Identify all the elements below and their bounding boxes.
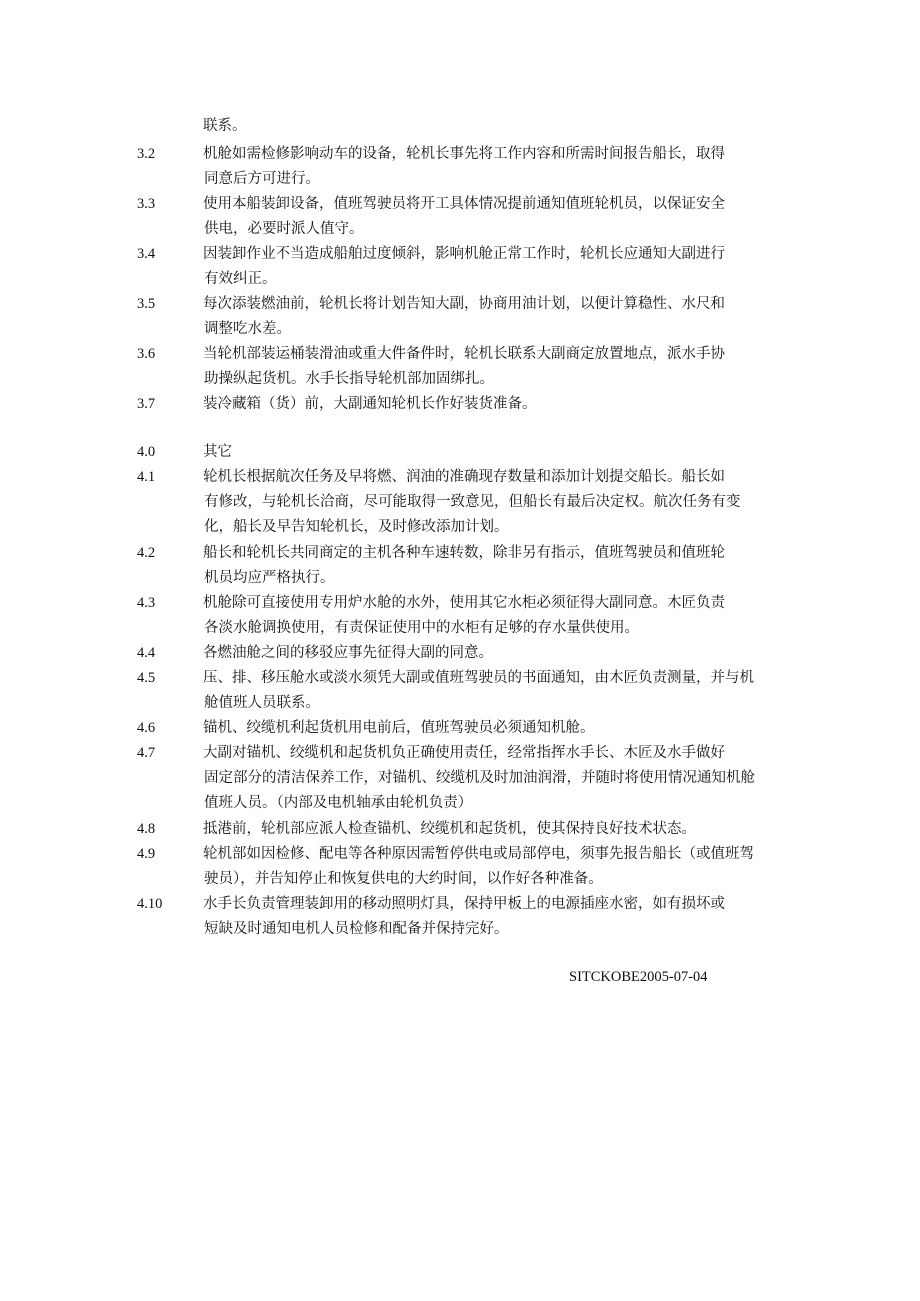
- document-signature: SITCKOBE2005-07-04: [569, 969, 708, 985]
- clause-text: [203, 242, 788, 292]
- clause-line: 同意后方可进行。: [204, 171, 320, 187]
- clause-number: 4.6: [137, 720, 156, 736]
- clause-line: 船长和轮机长共同商定的主机各种车速转数，除非另有指示，值班驾驶员和值班轮: [203, 545, 725, 561]
- clause-line: 轮机部如因检修、配电等各种原因需暂停供电或局部停电，须事先报告船长（或值班驾: [203, 846, 754, 862]
- clause-line: 压、排、移压舱水或淡水须凭大副或值班驾驶员的书面通知，由木匠负责测量，并与机: [203, 670, 754, 686]
- clause-number: 3.4: [137, 246, 156, 262]
- clause-number: 4.4: [137, 645, 156, 661]
- section-title-wrap: [203, 440, 788, 465]
- paragraph-body: [203, 114, 788, 139]
- clause-number: 4.9: [137, 846, 156, 862]
- clause-number: 4.10: [137, 896, 163, 912]
- clause-line: 大副对锚机、绞缆机和起货机负正确使用责任，经常指挥水手长、木匠及水手做好: [203, 745, 725, 761]
- clause-line: 每次添装燃油前，轮机长将计划告知大副，协商用油计划，以便计算稳性、水尺和: [203, 296, 725, 312]
- clause-line: 抵港前，轮机部应派人检查锚机、绞缆机和起货机，使其保持良好技术状态。: [203, 821, 696, 837]
- clause-text: [203, 842, 788, 892]
- clause-line: 当轮机部装运桶装滑油或重大件备件时，轮机长联系大副商定放置地点，派水手协: [203, 346, 725, 362]
- clause-text: [203, 192, 788, 242]
- clause-line: 机舱除可直接使用专用炉水舱的水外，使用其它水柜必须征得大副同意。木匠负责: [203, 595, 725, 611]
- clause-number: 3.5: [137, 296, 156, 312]
- clause-number: 3.3: [137, 196, 156, 212]
- clause-line: 助操纵起货机。水手长指导轮机部加固绑扎。: [204, 371, 494, 387]
- clause-line: 供电，必要时派人值守。: [204, 221, 364, 237]
- clause-line: 机舱如需检修影响动车的设备，轮机长事先将工作内容和所需时间报告船长，取得: [203, 146, 725, 162]
- clause-text: [203, 666, 788, 716]
- clause-line: 舱值班人员联系。: [204, 695, 320, 711]
- clause-line: 驶员），并告知停止和恢复供电的大约时间，以作好各种准备。: [204, 871, 603, 887]
- clause-line: 水手长负责管理装卸用的移动照明灯具，保持甲板上的电源插座水密，如有损坏或: [203, 896, 725, 912]
- clause-text: [203, 292, 788, 342]
- clause-line: 机员均应严格执行。: [204, 570, 335, 586]
- clause-line: 值班人员。（内部及电机轴承由轮机负责）: [204, 795, 473, 811]
- section-title: 其它: [203, 444, 232, 460]
- clause-text: [203, 716, 788, 741]
- clause-text: [203, 142, 788, 192]
- clause-line: 各燃油舱之间的移驳应事先征得大副的同意。: [203, 645, 493, 661]
- clause-line: 锚机、绞缆机利起货机用电前后，值班驾驶员必须通知机舱。: [203, 720, 595, 736]
- clause-text: [203, 892, 788, 942]
- clause-line: 调整吃水差。: [204, 321, 291, 337]
- clause-number: 4.1: [137, 469, 156, 485]
- clause-line: 短缺及时通知电机人员检修和配备并保持完好。: [204, 921, 509, 937]
- clause-line: 有修改，与轮机长洽商，尽可能取得一致意见，但船长有最后决定权。航次任务有变: [204, 494, 741, 510]
- clause-number: 3.6: [137, 346, 156, 362]
- clause-line: 使用本船装卸设备，值班驾驶员将开工具体情况提前通知值班轮机员，以保证安全: [203, 196, 725, 212]
- clause-line: 各淡水舱调换使用，有责保证使用中的水柜有足够的存水量供使用。: [204, 620, 639, 636]
- clause-number: 3.7: [137, 396, 156, 412]
- clause-line: 装冷藏箱（货）前，大副通知轮机长作好装货准备。: [203, 396, 537, 412]
- clause-text: [203, 392, 788, 417]
- clause-line: 化，船长及早告知轮机长，及时修改添加计划。: [204, 519, 509, 535]
- clause-number: 3.2: [137, 146, 156, 162]
- clause-text: [203, 641, 788, 666]
- clause-text: [203, 541, 788, 591]
- clause-number: 4.5: [137, 670, 156, 686]
- clause-number: 4.7: [137, 745, 156, 761]
- clause-line: 因装卸作业不当造成船舶过度倾斜，影响机舱正常工作时，轮机长应通知大副进行: [203, 246, 725, 262]
- clause-text: [203, 741, 788, 816]
- clause-text: [203, 465, 788, 540]
- clause-line: 轮机长根据航次任务及早将燃、润油的准确现存数量和添加计划提交船长。船长如: [203, 469, 725, 485]
- clause-number: 4.3: [137, 595, 156, 611]
- clause-text: [203, 817, 788, 842]
- clause-line: 有效纠正。: [204, 271, 277, 287]
- section-number: 4.0: [137, 444, 156, 460]
- clause-text: [203, 591, 788, 641]
- clause-number: 4.8: [137, 821, 156, 837]
- clause-number: 4.2: [137, 545, 156, 561]
- clause-text: [203, 342, 788, 392]
- paragraph-line: 联系。: [203, 118, 247, 134]
- clause-line: 固定部分的清洁保养工作，对锚机、绞缆机及时加油润滑，并随时将使用情况通知机舱: [204, 770, 755, 786]
